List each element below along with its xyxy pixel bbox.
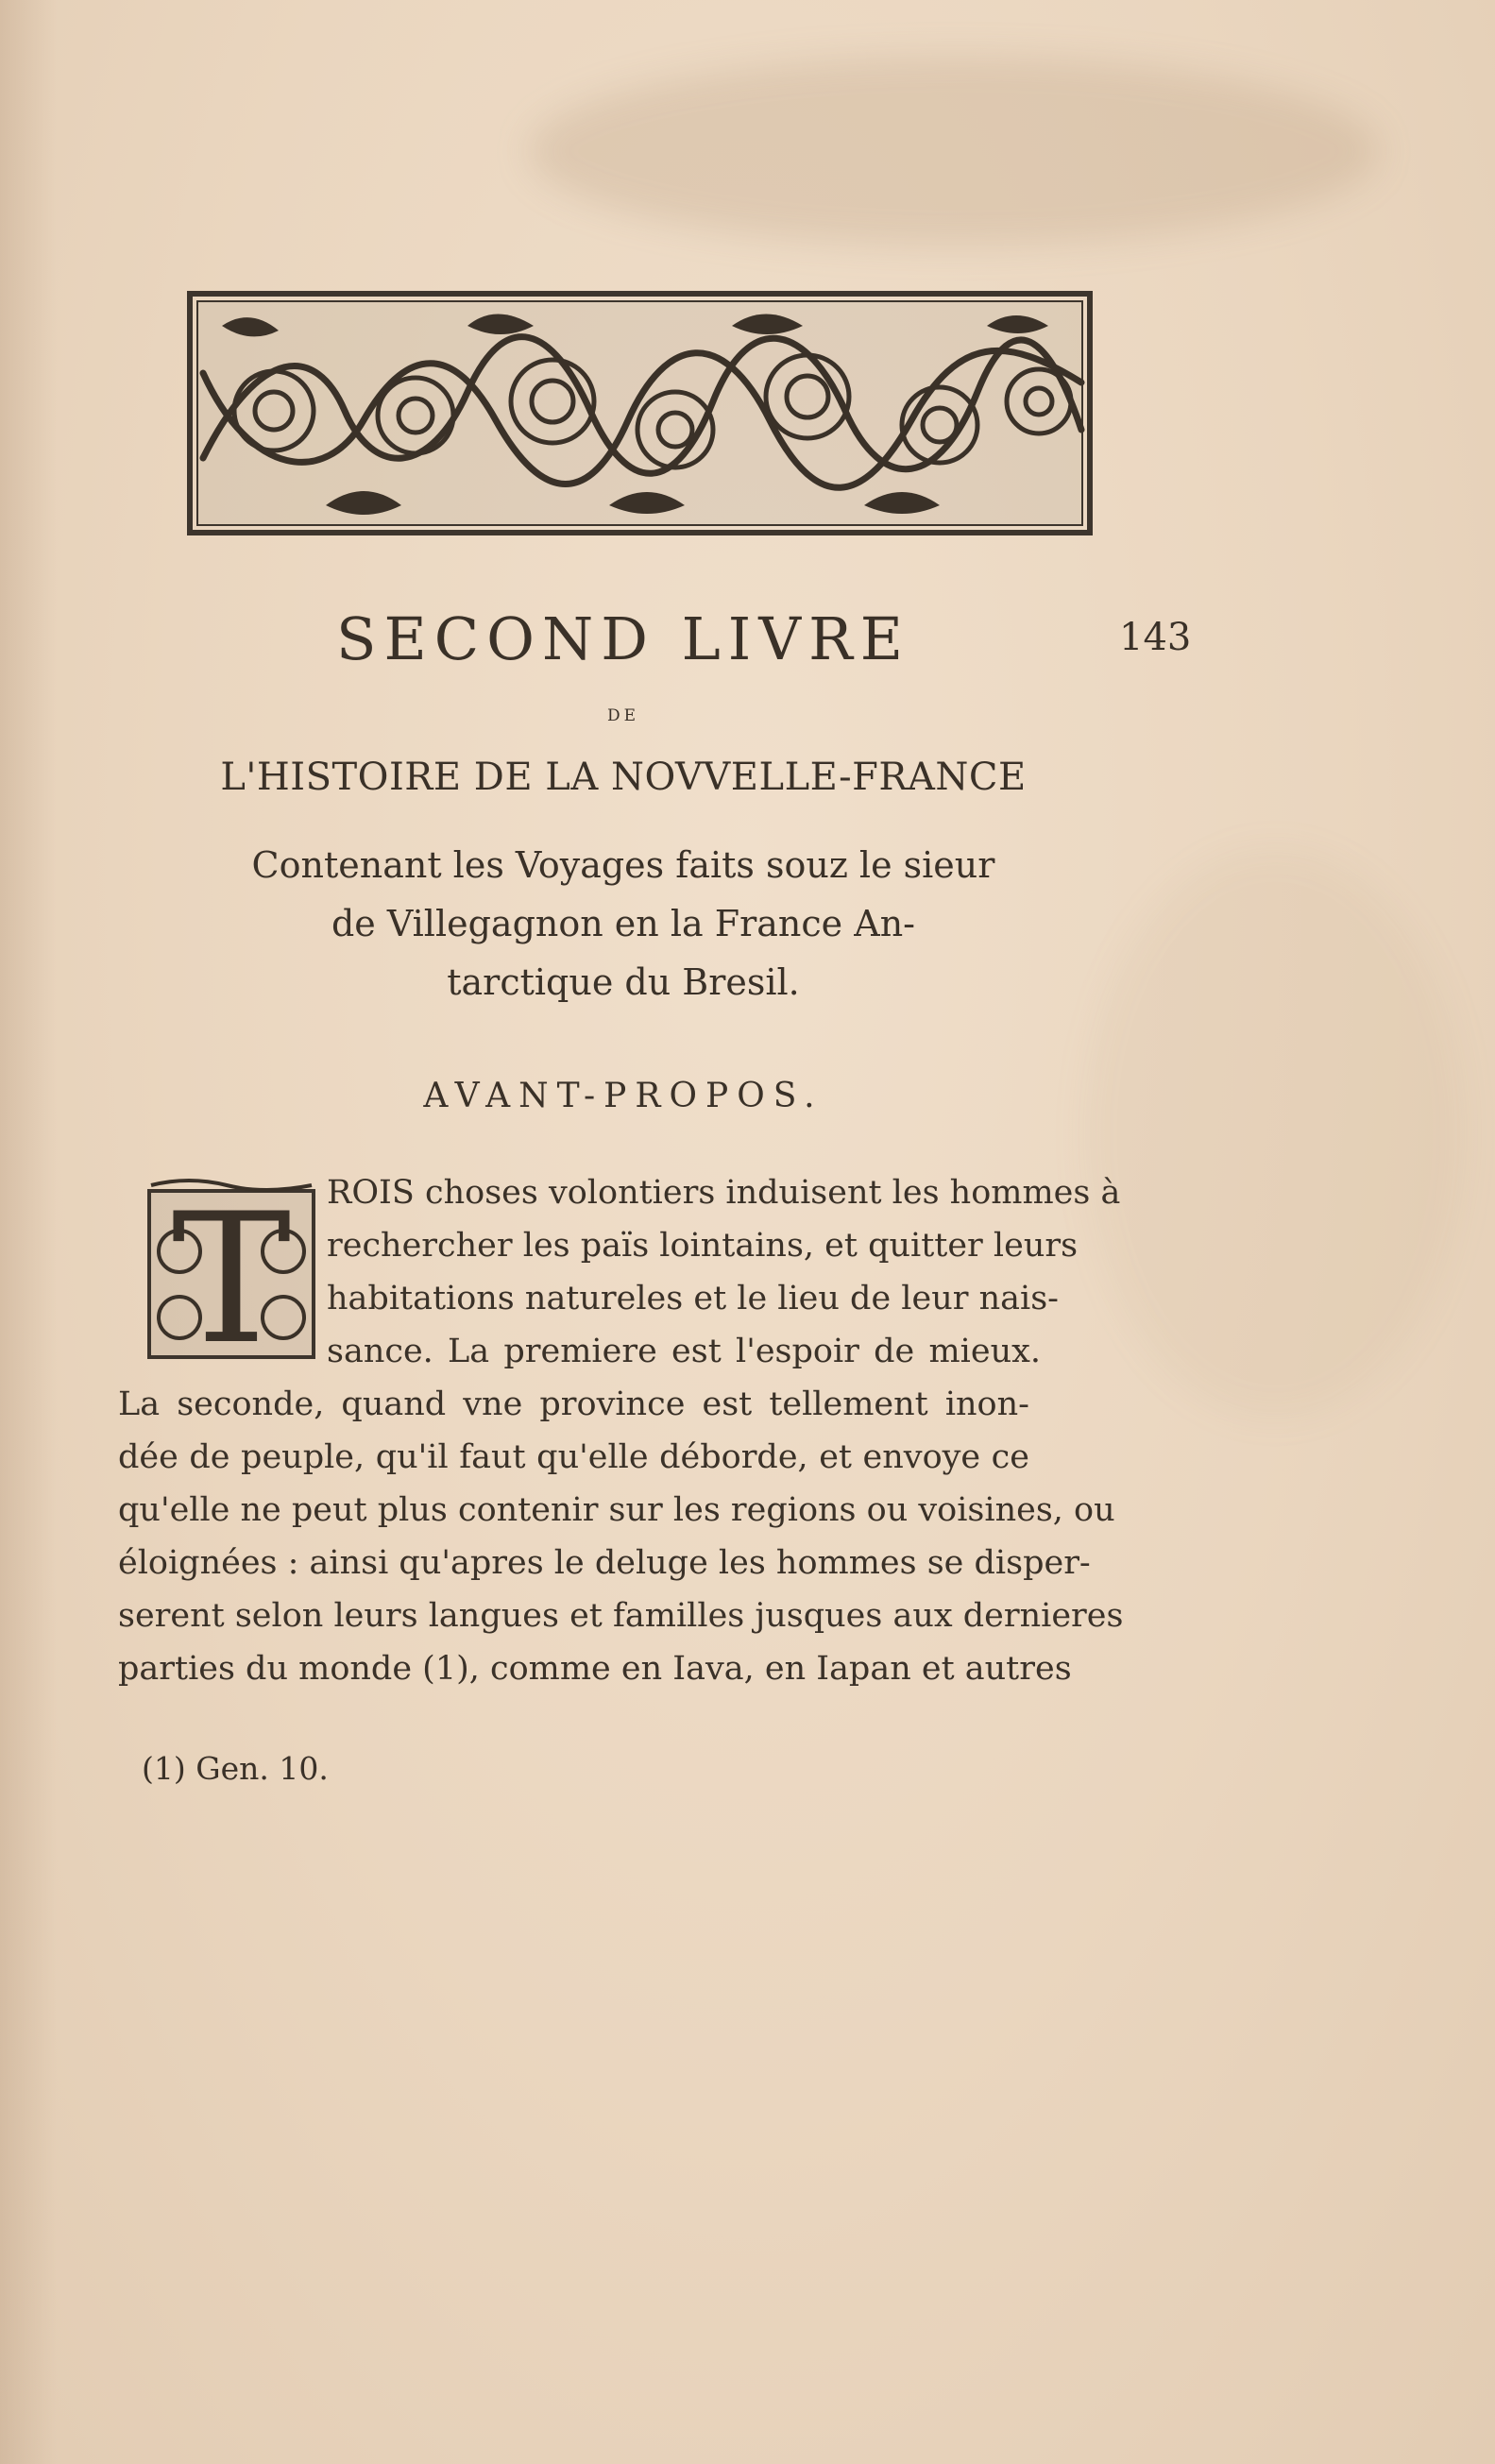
chapter-description	[189, 836, 1058, 1011]
footnote: (1) Gen. 10.	[142, 1750, 329, 1787]
description-line: de Villegagnon en la France An-	[331, 903, 916, 944]
body-line: serent selon leurs langues et familles jusques aux dernieres	[118, 1597, 1124, 1635]
body-line: rechercher les païs lointains, et quitter leurs	[327, 1227, 1079, 1265]
body-line: sance. La premiere est l'espoir de mieux.	[327, 1333, 1041, 1370]
dropcap-letter: T	[171, 1176, 292, 1365]
description-line: Contenant les Voyages faits souz le sieur	[251, 844, 995, 886]
body-line	[327, 1174, 1121, 1212]
body-line: La seconde, quand vne province est tellement inon-	[118, 1385, 1029, 1423]
title-connector: DE	[606, 706, 640, 725]
description-line: tarctique du Bresil.	[447, 961, 800, 1003]
body-text: choses volontiers induisent les hommes à	[414, 1174, 1121, 1212]
body-line: dée de peuple, qu'il faut qu'elle déborde, et envoye ce	[118, 1438, 1029, 1476]
paper-stain	[529, 57, 1379, 246]
body-line: éloignées : ainsi qu'apres le deluge les hommes se disper-	[118, 1544, 1091, 1582]
book-subtitle: L'HISTOIRE DE LA NOVVELLE-FRANCE	[220, 756, 1027, 799]
page-gutter-shadow	[0, 0, 57, 2464]
ornamental-headpiece	[184, 288, 1096, 538]
body-line: qu'elle ne peut plus contenir sur les regions ou voisines, ou	[118, 1491, 1115, 1529]
dropcap-ornament	[142, 1176, 321, 1365]
page-number: 143	[1119, 616, 1192, 659]
first-word-rest: ROIS	[327, 1174, 415, 1212]
paper-stain	[1086, 850, 1464, 1417]
book-title: SECOND LIVRE	[335, 604, 911, 673]
body-line: habitations natureles et le lieu de leur nais-	[327, 1280, 1059, 1317]
body-line: parties du monde (1), comme en Iava, en Iapan et autres	[118, 1650, 1072, 1688]
section-title: AVANT-PROPOS.	[423, 1077, 824, 1115]
